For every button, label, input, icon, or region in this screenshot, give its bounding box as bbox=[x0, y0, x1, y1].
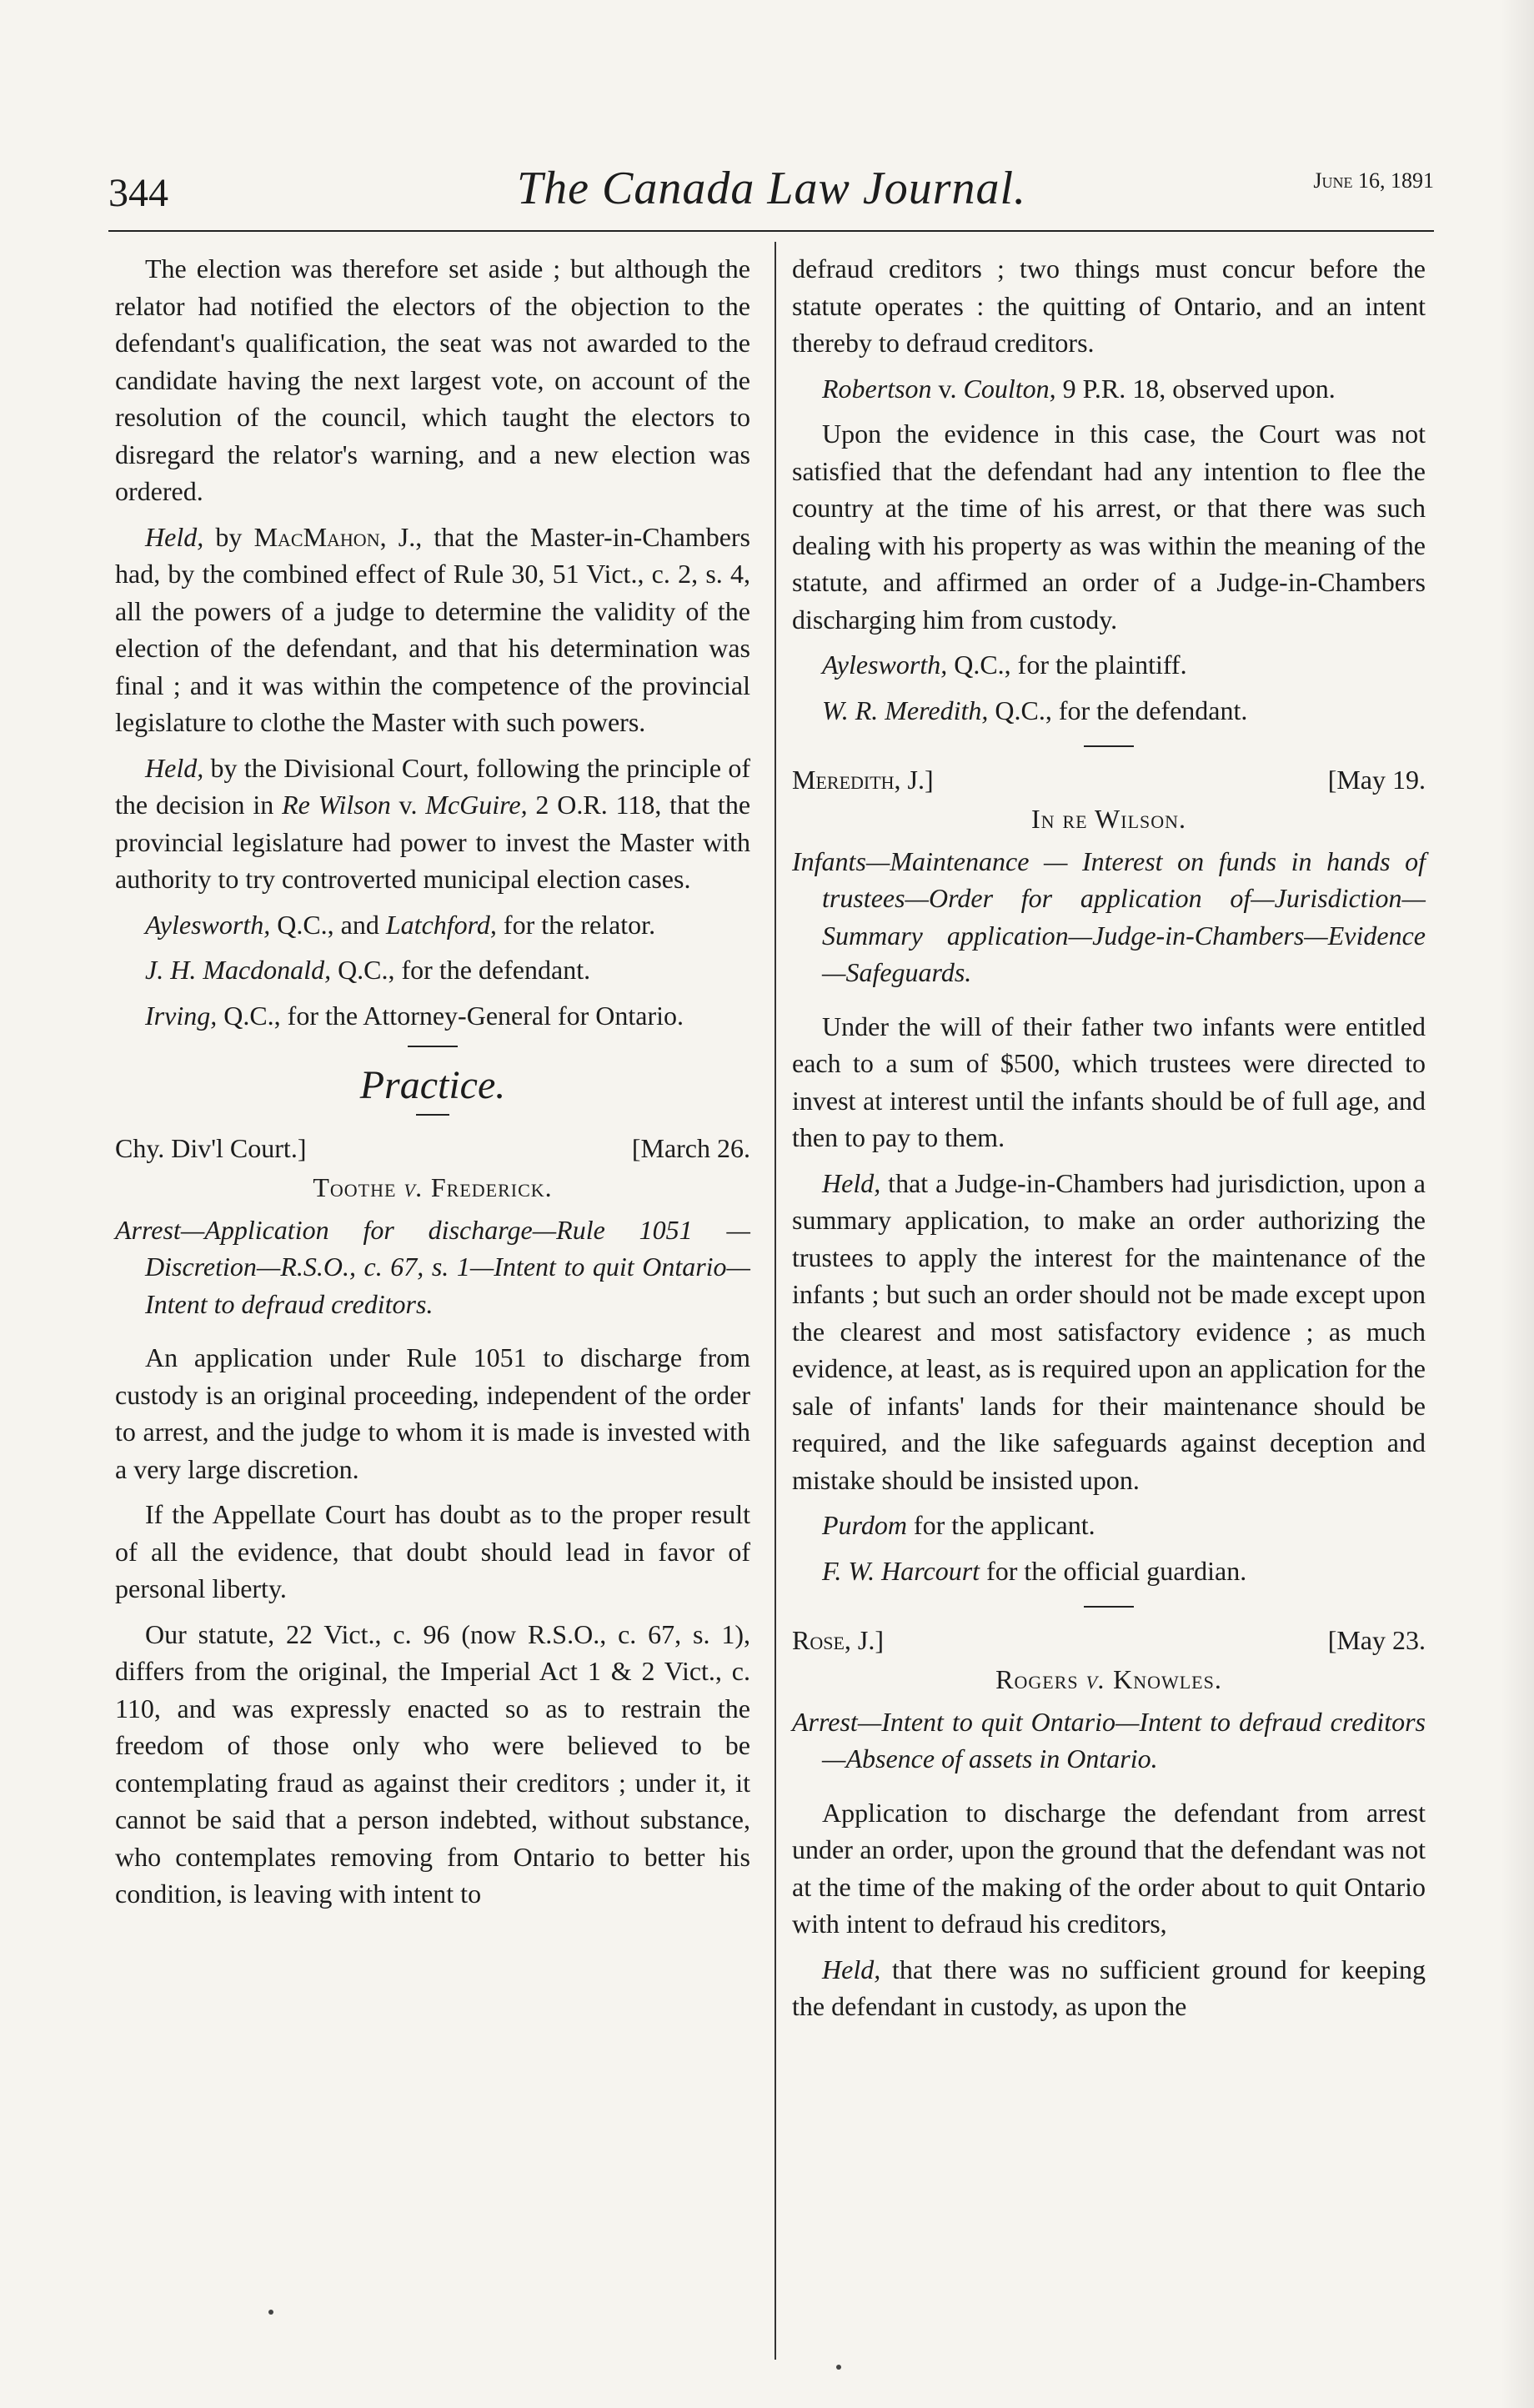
paragraph bbox=[115, 750, 750, 898]
court-name: Rose, J.] bbox=[792, 1625, 885, 1655]
judge-name: MacMahon bbox=[253, 521, 380, 552]
header-rule bbox=[108, 230, 1434, 232]
paragraph: The election was therefore set aside ; but although the relator had notified the electors of the objection to the defendant's qualification, the seat was not awarded to the candidate having the next largest vote, on account of the resolution of the council, which taught the electors to disregard the relator's warning, and a new election was ordered. bbox=[115, 253, 750, 506]
case-name: Coulton, bbox=[963, 373, 1056, 404]
text: 9 P.R. 18, observed upon. bbox=[1055, 373, 1336, 404]
held-label: Held, bbox=[145, 752, 204, 783]
versus: v. bbox=[396, 1172, 431, 1202]
counsel-name: Aylesworth, bbox=[822, 650, 948, 680]
case-rule bbox=[1084, 1606, 1134, 1608]
counsel-line bbox=[115, 951, 750, 989]
page-header bbox=[108, 158, 1434, 225]
counsel-line bbox=[792, 692, 1426, 730]
right-column bbox=[792, 250, 1426, 2034]
paragraph bbox=[792, 370, 1426, 408]
paragraph bbox=[115, 519, 750, 741]
counsel-name: Aylesworth, bbox=[145, 909, 271, 940]
case-title: In re Wilson. bbox=[1030, 804, 1187, 834]
held-label: Held, bbox=[822, 1954, 881, 1984]
case-name: Robertson bbox=[822, 373, 932, 404]
paragraph: Application to discharge the defendant from arrest under an order, upon the ground that the defendant was not at the time of the making of the order about to quit Ontario with intent to defraud his creditors, bbox=[792, 1797, 1426, 1939]
counsel-line bbox=[792, 1507, 1426, 1544]
case-header bbox=[115, 1129, 750, 1167]
paragraph: If the Appellate Court has doubt as to the proper result of all the evidence, that doubt should lead in favor of personal liberty. bbox=[115, 1499, 750, 1603]
counsel-name: J. H. Macdonald, bbox=[145, 955, 332, 985]
text: v. bbox=[931, 373, 964, 404]
counsel-name: Irving, bbox=[145, 1000, 218, 1031]
column-divider bbox=[775, 242, 776, 2360]
text: that a Judge-in-Chambers had jurisdiction, upon a summary application, to make an order authorizing the trustees to apply the interest for the maintenance of the infants ; but such an order should not be made except upon the clearest and most satisfactory evidence ; as much evidence, at least, as is required upon an application for the sale of infants' lands for their maintenance should be required, and the like safeguards against deception and mistake should be insisted upon. bbox=[792, 1167, 1426, 1495]
court-name: Meredith, J.] bbox=[792, 765, 934, 795]
text: v. bbox=[390, 790, 426, 820]
counsel-line bbox=[792, 646, 1426, 684]
held-label: Held, bbox=[145, 521, 204, 552]
case-name: Re Wilson bbox=[282, 790, 391, 820]
section-title: Practice. bbox=[359, 1063, 506, 1107]
ink-speck bbox=[836, 2365, 841, 2370]
paragraph bbox=[792, 1165, 1426, 1499]
page-number: 344 bbox=[108, 171, 168, 215]
counsel-line bbox=[792, 1553, 1426, 1590]
paragraph bbox=[792, 1951, 1426, 2025]
section-rule bbox=[408, 1046, 458, 1047]
paragraph: Upon the evidence in this case, the Court was not satisfied that the defendant had any intention to flee the country at the time of his arrest, or that there was such dealing with his property as was within the meaning of the statute, and affirmed an order of a Judge-in-Chambers discharging him from custody. bbox=[792, 419, 1426, 635]
section-rule bbox=[416, 1114, 449, 1116]
counsel-name: F. W. Harcourt bbox=[822, 1555, 980, 1586]
text: Q.C., for the defendant. bbox=[988, 695, 1248, 725]
case-title bbox=[792, 1661, 1426, 1698]
case-rule bbox=[1084, 745, 1134, 747]
party-name: Knowles. bbox=[1113, 1664, 1222, 1694]
case-title bbox=[115, 1169, 750, 1207]
text: for the applicant. bbox=[906, 1510, 1095, 1540]
case-header bbox=[792, 760, 1426, 799]
counsel-line bbox=[115, 906, 750, 944]
court-name: Chy. Div'l Court.] bbox=[115, 1133, 307, 1163]
counsel-name: W. R. Meredith, bbox=[822, 695, 989, 725]
case-headnote: Arrest—Application for discharge—Rule 1051 — Discretion—R.S.O., c. 67, s. 1—Intent to quit Ontario—Intent to defraud creditors. bbox=[115, 1214, 750, 1319]
text: 2 O.R. 118, that the provincial legislature had power to invest the Master with authority to try controverted municipal election cases. bbox=[115, 790, 751, 894]
case-headnote: Infants—Maintenance — Interest on funds in hands of trustees—Order for application of—Jurisdiction—Summary application—Judge-in-Chambers—Evidence—Safeguards. bbox=[792, 845, 1426, 987]
text: Q.C., for the defendant. bbox=[331, 955, 591, 985]
text: for the relator. bbox=[496, 909, 656, 940]
paragraph: defraud creditors ; two things must concur before the statute operates : the quitting of Ontario, and an intent thereby to defraud creditors. bbox=[792, 253, 1426, 358]
case-headnote: Arrest—Intent to quit Ontario—Intent to defraud creditors—Absence of assets in Ontario. bbox=[792, 1706, 1426, 1773]
versus: v. bbox=[1078, 1664, 1114, 1694]
case-header bbox=[792, 1621, 1426, 1659]
party-name: Frederick. bbox=[430, 1172, 553, 1202]
journal-title: The Canada Law Journal. bbox=[517, 163, 1027, 214]
held-label: Held, bbox=[822, 1167, 881, 1198]
issue-date: June 16, 1891 bbox=[1313, 168, 1434, 193]
counsel-line bbox=[115, 997, 750, 1035]
case-date: [May 19. bbox=[1327, 765, 1426, 795]
text: by the Divisional Court, following the principle of the decision in bbox=[115, 752, 750, 820]
text: for the official guardian. bbox=[980, 1555, 1247, 1586]
left-column bbox=[115, 250, 750, 1921]
text: , J., that the Master-in-Chambers had, by the combined effect of Rule 30, 51 Vict., c. 2, s. 4, all the powers of a judge to determine the validity of the election of the defendant, and that his determination was final ; and it was within the competence of the provincial legislature to clothe the Master with such powers. bbox=[115, 521, 751, 737]
text: by bbox=[203, 521, 254, 552]
party-name: Rogers bbox=[995, 1664, 1079, 1694]
party-name: Toothe bbox=[313, 1172, 397, 1202]
counsel-name: Latchford, bbox=[385, 909, 497, 940]
case-date: [May 23. bbox=[1327, 1625, 1426, 1655]
paragraph: An application under Rule 1051 to discharge from custody is an original proceeding, independent of the order to arrest, and the judge to whom it is made is invested with a very large discretion. bbox=[115, 1342, 750, 1484]
ink-speck bbox=[268, 2310, 273, 2315]
page-edge-shadow bbox=[1501, 0, 1534, 2408]
case-name: McGuire, bbox=[425, 790, 528, 820]
paragraph: Our statute, 22 Vict., c. 96 (now R.S.O., c. 67, s. 1), differs from the original, the Imperial Act 1 & 2 Vict., c. 110, and was expressly enacted so as to restrain the freedom of those only who were believed to be contemplating fraud as against their creditors ; under it, it cannot be said that a person indebted, without substance, who contemplates removing from Ontario to better his condition, is leaving with intent to bbox=[115, 1618, 750, 1909]
case-date: [March 26. bbox=[631, 1133, 750, 1163]
text: that there was no sufficient ground for keeping the defendant in custody, as upon the bbox=[792, 1954, 1426, 2021]
counsel-name: Purdom bbox=[822, 1510, 907, 1540]
text: Q.C., for the Attorney-General for Ontario. bbox=[217, 1000, 684, 1031]
text: Q.C., for the plaintiff. bbox=[947, 650, 1187, 680]
text: Q.C., and bbox=[270, 909, 386, 940]
paragraph: Under the will of their father two infants were entitled each to a sum of $500, which trustees were directed to invest at interest until the infants should be of full age, and then to pay to them. bbox=[792, 1011, 1426, 1152]
